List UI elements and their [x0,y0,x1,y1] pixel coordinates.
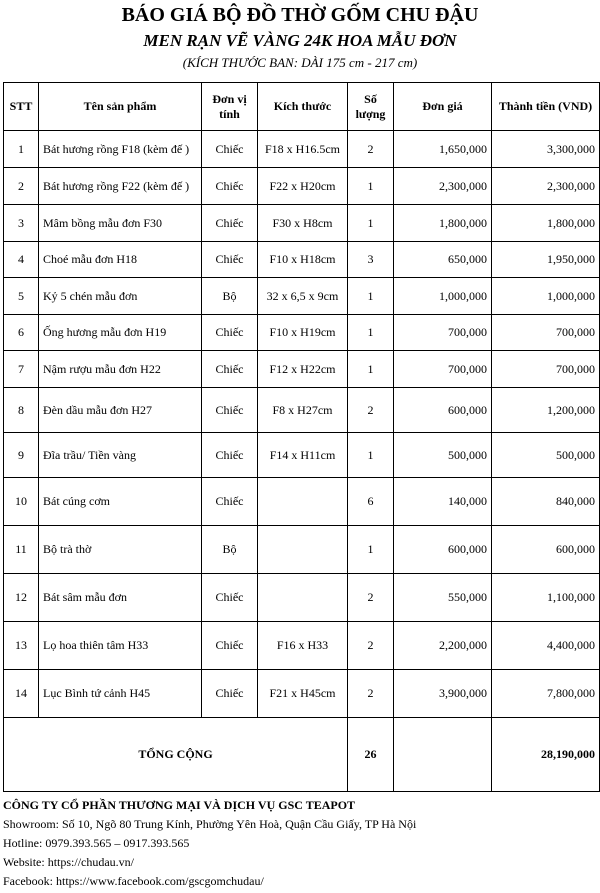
cell-name: Lục Bình tứ cảnh H45 [39,670,202,718]
cell-price: 550,000 [394,574,492,622]
table-row [4,351,600,388]
cell-stt: 14 [4,670,39,718]
cell-unit: Chiếc [202,433,258,478]
cell-name: Bát cúng cơm [39,478,202,526]
total-amount: 28,190,000 [492,718,600,792]
cell-unit: Chiếc [202,388,258,433]
cell-total: 1,950,000 [492,242,600,278]
table-row [4,478,600,526]
cell-name: Bộ trà thờ [39,526,202,574]
table-row [4,388,600,433]
cell-size: F10 x H19cm [258,315,348,351]
cell-price: 700,000 [394,315,492,351]
cell-price: 1,000,000 [394,278,492,315]
cell-stt: 4 [4,242,39,278]
column-header-unit-price: Đơn giá [394,83,492,131]
cell-size: F10 x H18cm [258,242,348,278]
cell-qty: 1 [348,205,394,242]
cell-price: 650,000 [394,242,492,278]
cell-stt: 12 [4,574,39,622]
cell-size: 32 x 6,5 x 9cm [258,278,348,315]
cell-total: 1,200,000 [492,388,600,433]
cell-stt: 6 [4,315,39,351]
cell-name: Bát hương rồng F22 (kèm đế ) [39,168,202,205]
cell-name: Mâm bồng mẫu đơn F30 [39,205,202,242]
table-row [4,242,600,278]
cell-name: Kỷ 5 chén mẫu đơn [39,278,202,315]
cell-name: Ống hương mẫu đơn H19 [39,315,202,351]
cell-size: F18 x H16.5cm [258,131,348,168]
cell-stt: 13 [4,622,39,670]
cell-unit: Bộ [202,278,258,315]
cell-qty: 2 [348,388,394,433]
cell-total: 1,800,000 [492,205,600,242]
table-row [4,205,600,242]
cell-qty: 1 [348,526,394,574]
cell-size: F16 x H33 [258,622,348,670]
cell-size: F22 x H20cm [258,168,348,205]
cell-unit: Chiếc [202,315,258,351]
website: Website: https://chudau.vn/ [3,855,135,869]
page-title: BÁO GIÁ BỘ ĐỒ THỜ GỐM CHU ĐẬU [121,4,479,26]
cell-stt: 3 [4,205,39,242]
cell-unit: Chiếc [202,205,258,242]
table-row [4,168,600,205]
cell-stt: 8 [4,388,39,433]
cell-name: Bát hương rồng F18 (kèm đế ) [39,131,202,168]
size-note: (KÍCH THƯỚC BAN: DÀI 175 cm - 217 cm) [182,55,418,70]
cell-qty: 6 [348,478,394,526]
column-header-size: Kích thước [258,83,348,131]
cell-price: 600,000 [394,388,492,433]
cell-name: Bát sâm mẫu đơn [39,574,202,622]
cell-size: F30 x H8cm [258,205,348,242]
cell-total: 700,000 [492,315,600,351]
cell-size [258,478,348,526]
table-row [4,526,600,574]
cell-price: 600,000 [394,526,492,574]
column-header-product-name: Tên sản phẩm [39,83,202,131]
cell-price: 500,000 [394,433,492,478]
table-row [4,278,600,315]
cell-name: Choé mẫu đơn H18 [39,242,202,278]
cell-qty: 1 [348,278,394,315]
cell-unit: Bộ [202,526,258,574]
cell-stt: 11 [4,526,39,574]
cell-unit: Chiếc [202,574,258,622]
total-empty-cell [394,718,492,792]
price-table [3,82,600,792]
cell-name: Nậm rượu mẫu đơn H22 [39,351,202,388]
cell-stt: 10 [4,478,39,526]
cell-price: 3,900,000 [394,670,492,718]
showroom-address: Showroom: Số 10, Ngõ 80 Trung Kính, Phường Yên Hoà, Quận Cầu Giấy, TP Hà Nội [3,817,417,831]
cell-unit: Chiếc [202,670,258,718]
column-header-stt: STT [4,83,39,131]
cell-size: F14 x H11cm [258,433,348,478]
cell-name: Đèn dầu mẫu đơn H27 [39,388,202,433]
column-header-quantity: Số lượng [348,83,394,131]
cell-stt: 7 [4,351,39,388]
company-info [3,796,599,891]
cell-price: 2,200,000 [394,622,492,670]
cell-stt: 9 [4,433,39,478]
total-label: TỔNG CỘNG [4,718,348,792]
table-row [4,622,600,670]
page-subtitle: MEN RẠN VẼ VÀNG 24K HOA MẪU ĐƠN [143,31,457,50]
table-row [4,131,600,168]
total-row [4,718,600,792]
cell-size [258,574,348,622]
cell-size: F21 x H45cm [258,670,348,718]
cell-price: 1,650,000 [394,131,492,168]
hotline: Hotline: 0979.393.565 – 0917.393.565 [3,836,190,850]
cell-qty: 2 [348,622,394,670]
cell-unit: Chiếc [202,168,258,205]
cell-name: Đĩa trầu/ Tiền vàng [39,433,202,478]
column-header-unit: Đơn vị tính [202,83,258,131]
cell-qty: 1 [348,315,394,351]
cell-total: 600,000 [492,526,600,574]
table-row [4,315,600,351]
table-row [4,670,600,718]
cell-stt: 2 [4,168,39,205]
cell-unit: Chiếc [202,242,258,278]
cell-qty: 2 [348,131,394,168]
cell-total: 7,800,000 [492,670,600,718]
cell-total: 840,000 [492,478,600,526]
cell-total: 2,300,000 [492,168,600,205]
cell-unit: Chiếc [202,622,258,670]
cell-total: 500,000 [492,433,600,478]
table-header-row [4,83,600,131]
cell-unit: Chiếc [202,131,258,168]
cell-unit: Chiếc [202,351,258,388]
cell-price: 140,000 [394,478,492,526]
cell-size: F12 x H22cm [258,351,348,388]
column-header-amount: Thành tiền (VND) [492,83,600,131]
cell-price: 2,300,000 [394,168,492,205]
cell-total: 3,300,000 [492,131,600,168]
company-name: CÔNG TY CỔ PHẦN THƯƠNG MẠI VÀ DỊCH VỤ GSC TEAPOT [3,798,356,812]
cell-size [258,526,348,574]
table-row [4,433,600,478]
cell-size: F8 x H27cm [258,388,348,433]
cell-price: 1,800,000 [394,205,492,242]
cell-total: 1,100,000 [492,574,600,622]
cell-name: Lọ hoa thiên tâm H33 [39,622,202,670]
cell-total: 4,400,000 [492,622,600,670]
cell-qty: 1 [348,351,394,388]
cell-qty: 1 [348,433,394,478]
cell-qty: 3 [348,242,394,278]
cell-unit: Chiếc [202,478,258,526]
cell-total: 700,000 [492,351,600,388]
cell-price: 700,000 [394,351,492,388]
cell-qty: 1 [348,168,394,205]
cell-stt: 5 [4,278,39,315]
cell-stt: 1 [4,131,39,168]
cell-qty: 2 [348,574,394,622]
table-row [4,574,600,622]
total-quantity: 26 [348,718,394,792]
cell-qty: 2 [348,670,394,718]
cell-total: 1,000,000 [492,278,600,315]
facebook: Facebook: https://www.facebook.com/gscgomchudau/ [3,874,264,888]
